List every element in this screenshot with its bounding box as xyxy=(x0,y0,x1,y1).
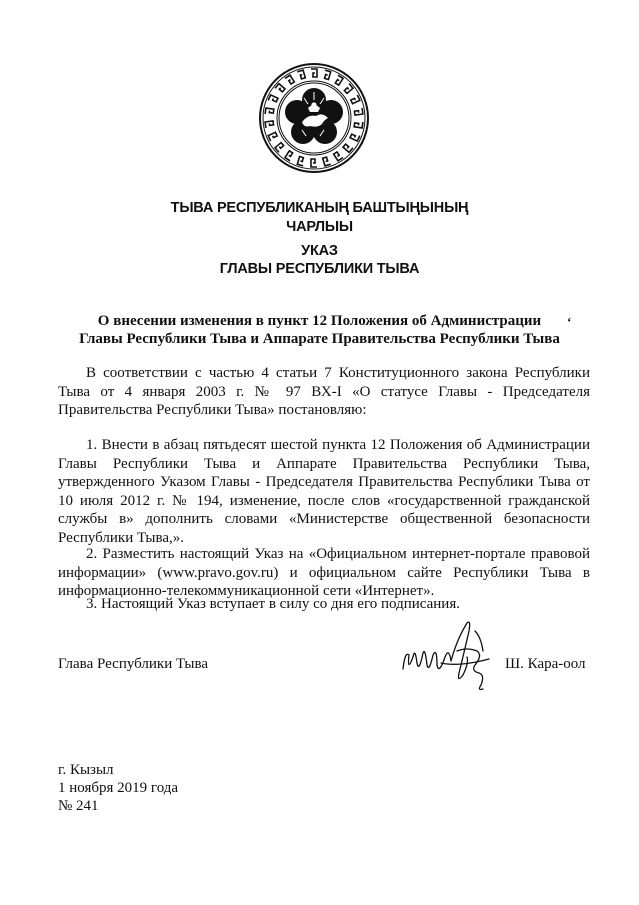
emblem-fret-segment xyxy=(323,156,331,165)
signatory-name: Ш. Кара-оол xyxy=(505,656,586,672)
emblem-fret-segment xyxy=(268,132,278,141)
emblem-fret-segment xyxy=(265,108,274,115)
item-1-paragraph: 1. Внести в абзац пятьдесят шестой пункта 12 Положения об Администрации Главы Республики Тыва и Аппарате Правительства Республики Тыва, утвержденного Указом Главы - Председателя Правительства Республики Тыва от 10 июля 2012 г. № 194, изменение, после слов «государственной гражданской службы в» дополнить словами «Министерстве общественной безопасности Республики Тыва,». xyxy=(58,437,590,546)
emblem-fret-segment xyxy=(350,95,360,104)
emblem-fret-segment xyxy=(334,151,343,161)
emblem-fret-segment xyxy=(343,143,353,153)
emblem-fret-segment xyxy=(268,95,278,104)
document-title-line-2: Главы Республики Тыва и Аппарате Правительства Республики Тыва xyxy=(79,331,560,347)
decree-number: № 241 xyxy=(58,798,99,814)
header-decree-word: УКАЗ xyxy=(301,243,338,259)
emblem-fret-segment xyxy=(275,84,285,94)
emblem-fret-segment xyxy=(343,84,353,94)
header-title-tyvan-2: ЧАРЛЫЫ xyxy=(286,219,353,235)
preamble-paragraph: В соответствии с частью 4 статьи 7 Конституционного закона Республики Тыва от 4 января 2003 г. № 97 ВХ-I «О статусе Главы - Председателя Правительства Республики Тыва» постановляю: xyxy=(58,365,590,418)
header-head-of-republic: ГЛАВЫ РЕСПУБЛИКИ ТЫВА xyxy=(219,261,420,277)
margin-mark: ‘ xyxy=(567,314,572,329)
emblem-fret-segment xyxy=(323,70,331,79)
issue-date: 1 ноября 2019 года xyxy=(58,780,179,796)
emblem-fret-segment xyxy=(354,121,363,128)
emblem-fret-segment xyxy=(311,69,317,77)
document-title-line-1: О внесении изменения в пункт 12 Положения об Администрации xyxy=(97,313,542,329)
emblem-fret-segment xyxy=(285,75,294,85)
emblem-fret-segment xyxy=(275,143,285,153)
emblem-fret-segment xyxy=(350,132,360,141)
header-title-tyvan: ТЫВА РЕСПУБЛИКАНЫҢ БАШТЫҢЫНЫҢ xyxy=(170,200,469,216)
republic-emblem-icon xyxy=(258,62,370,174)
item-2-paragraph: 2. Разместить настоящий Указ на «Официальном интернет-портале правовой информации» (www.pravo.gov.ru) и официальном сайте Республики Тыва в информационно-телекоммуникационной сети «Интернет». xyxy=(58,546,590,599)
emblem-fret-segment xyxy=(297,70,305,79)
emblem-fret-segment xyxy=(334,75,343,85)
issue-place: г. Кызыл xyxy=(58,762,114,778)
emblem-fret-segment xyxy=(311,159,317,167)
emblem-fret-segment xyxy=(354,108,363,115)
handwritten-signature xyxy=(397,617,501,697)
signatory-position: Глава Республики Тыва xyxy=(58,656,209,672)
emblem-fret-segment xyxy=(265,121,274,128)
item-3-paragraph: 3. Настоящий Указ вступает в силу со дня его подписания. xyxy=(86,596,460,612)
emblem-fret-segment xyxy=(285,151,294,161)
emblem-fret-segment xyxy=(297,156,305,165)
